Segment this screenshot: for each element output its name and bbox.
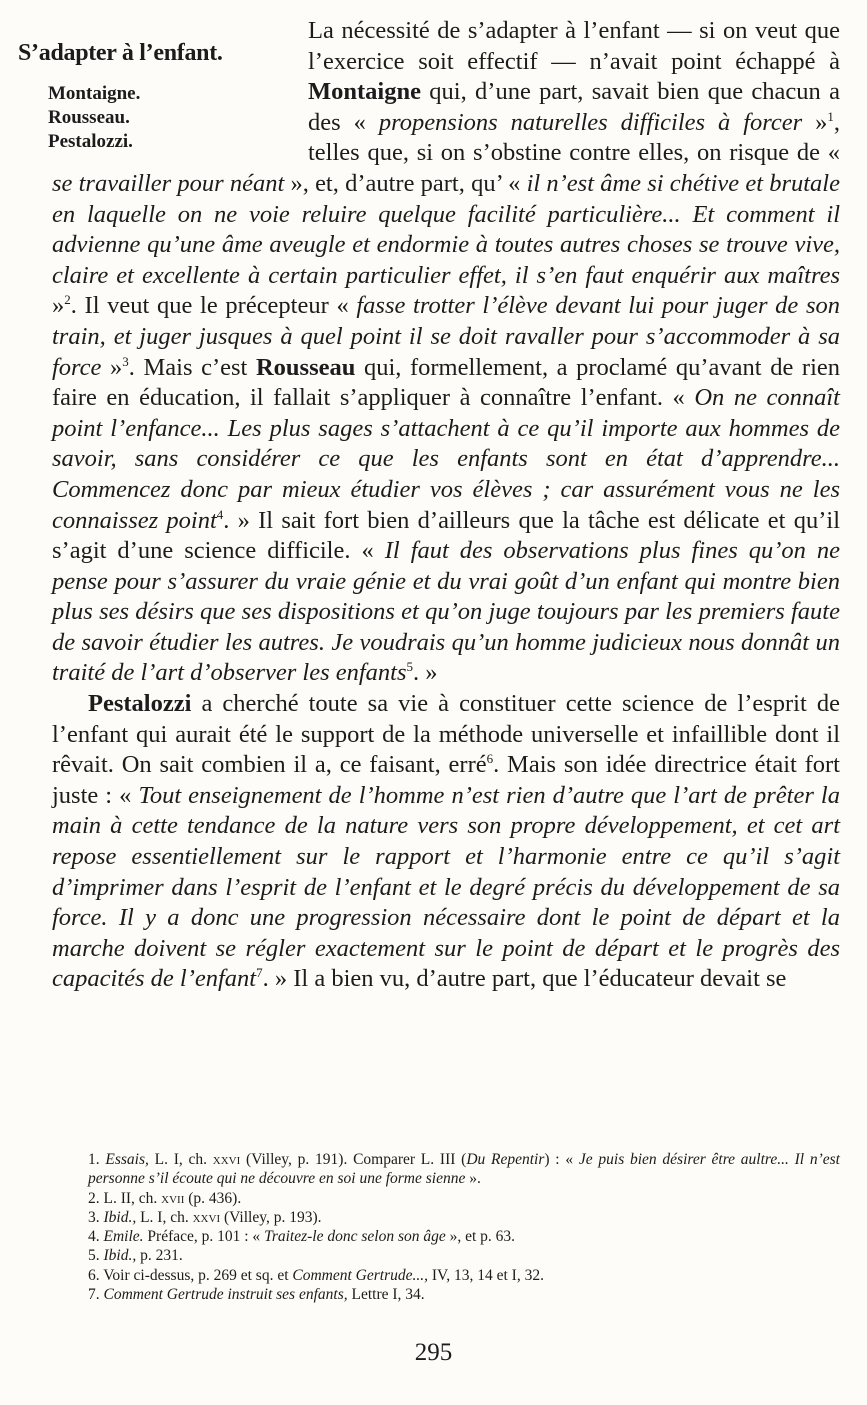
footnote-number: 5.: [88, 1247, 100, 1265]
text-run: »: [802, 108, 828, 136]
roman-numeral: xvii: [161, 1189, 185, 1207]
text-run: Préface, p. 101 : «: [143, 1228, 265, 1246]
footnote-number: 2.: [88, 1189, 100, 1207]
footnote-ref-5: 5: [406, 659, 414, 675]
footnote-ref-7: 7: [256, 965, 263, 981]
text-run: . Mais son idée directrice était fort juste : «: [52, 751, 840, 809]
quotation: se travailler pour néant: [52, 169, 285, 197]
quotation: On ne connaît point l’enfance... Les plus sages s’attachent à ce qu’il importe aux hommes de savoir, sans considérer ce que les enfants sont en état d’apprendre... Commencez donc par mieux étudier vos élèves ; car assurément vous ne les connaissez point: [52, 384, 840, 534]
margin-float-spacer: [52, 16, 308, 158]
name-rousseau: Rousseau: [255, 353, 356, 381]
footnote-title: Essais,: [105, 1151, 149, 1168]
footnote-ref-3: 3: [122, 353, 129, 369]
page-number: 295: [414, 1339, 453, 1366]
text-run: (Villey, p. 193).: [220, 1208, 322, 1226]
footnotes: [88, 1150, 840, 1304]
footnote-2: [88, 1189, 840, 1208]
text-run: Voir ci-dessus, p. 269 et sq. et: [103, 1266, 293, 1284]
quotation: il n’est âme si chétive et brutale en laquelle on ne voie reluire quelque facilité particulière... Et comment il advienne qu’une âme aveugle et endormie à toutes autres choses se trouve vive, claire et excellente à certain particulier effet, il s’en faut enquérir aux maîtres: [52, 169, 840, 289]
footnote-quote: Je puis bien désirer être aultre... Il n’est personne s’il écoute qui ne découvre en soi une forme sienne: [88, 1151, 840, 1188]
text-run: Lettre I, 34.: [347, 1286, 425, 1304]
text-run: . » Il sait fort bien d’ailleurs que la tâche est délicate et qu’il s’agit d’une science difficile. «: [52, 506, 840, 565]
text-run: , telles que, si on s’obstine contre elles, on risque de «: [308, 108, 840, 167]
footnote-5: [88, 1246, 840, 1265]
footnote-ref-6: 6: [486, 751, 494, 767]
paragraph-2: [52, 689, 840, 995]
quotation: fasse trotter l’élève devant lui pour juger de son train, et juger jusques à quel point il se doit ravaller pour s’accommoder à sa force: [52, 292, 840, 381]
text-run: p. 231.: [136, 1247, 183, 1265]
text-run: », et, d’autre part, qu’ «: [284, 169, 527, 197]
footnote-title: Comment Gertrude instruit ses enfants,: [103, 1286, 348, 1304]
footnote-6: [88, 1266, 840, 1285]
roman-numeral: xxvi: [192, 1208, 221, 1226]
footnote-ref-4: 4: [216, 506, 224, 522]
text-run: L. I, ch.: [148, 1151, 213, 1168]
margin-name-rousseau: Rousseau.: [48, 107, 130, 128]
name-montaigne: Montaigne: [308, 78, 421, 106]
footnote-number: 7.: [88, 1286, 100, 1304]
footnote-title: Emile.: [103, 1228, 144, 1246]
text-run: (p. 436).: [184, 1189, 242, 1207]
roman-numeral: xxvi: [212, 1151, 241, 1168]
text-run: La nécessité de s’adapter à l’enfant — si on veut que l’exercice soit effectif — n’avait point échappé à: [308, 17, 840, 75]
footnote-4: [88, 1227, 840, 1246]
footnote-ref-1: 1: [827, 108, 834, 124]
footnote-title: Ibid.,: [103, 1208, 137, 1226]
text-run: (Villey, p. 191). Comparer L. III (: [240, 1151, 467, 1168]
footnote-1: [88, 1150, 840, 1189]
text-run: qui, formellement, a proclamé qu’avant de rien faire en éducation, il fallait s’appliquer à connaître l’enfant. «: [52, 353, 841, 412]
margin-name-montaigne: Montaigne.: [48, 83, 141, 104]
text-run: L. II, ch.: [103, 1189, 162, 1207]
footnote-title: Du Repentir: [466, 1151, 545, 1168]
text-run: IV, 13, 14 et I, 32.: [428, 1266, 544, 1284]
footnote-quote: Traitez-le donc selon son âge: [264, 1228, 446, 1246]
body-text: [52, 16, 840, 995]
text-run: . Il veut que le précepteur «: [70, 292, 357, 320]
footnote-number: 4.: [88, 1228, 100, 1246]
quotation: propensions naturelles difficiles à forcer: [378, 108, 803, 136]
text-run: ) : «: [544, 1151, 579, 1168]
name-pestalozzi: Pestalozzi: [88, 690, 192, 718]
footnote-number: 6.: [88, 1266, 100, 1284]
margin-name-pestalozzi: Pestalozzi.: [48, 131, 133, 152]
quotation: Il faut des observations plus fines qu’on ne pense pour s’assurer du vraie génie et du vrai goût d’un enfant qui montre bien plus ses désirs que ses dispositions et qu’on juge toujours par les premiers faute de savoir étudier les autres. Je voudrais qu’un homme judicieux nous donnât un traité de l’art d’observer les enfants: [52, 537, 841, 687]
footnote-title: Comment Gertrude...,: [292, 1266, 429, 1284]
text-run: . »: [413, 659, 438, 687]
footnote-3: [88, 1208, 840, 1227]
text-run: », et p. 63.: [445, 1228, 516, 1246]
text-run: L. I, ch.: [136, 1208, 193, 1226]
footnote-number: 1.: [88, 1151, 100, 1168]
text-run: ».: [465, 1170, 481, 1188]
section-heading: S’adapter à l’enfant.: [18, 40, 223, 66]
text-run: »: [52, 292, 65, 320]
footnote-7: [88, 1285, 840, 1304]
footnote-number: 3.: [88, 1208, 100, 1226]
text-run: a cherché toute sa vie à constituer cette science de l’esprit de l’enfant qui aurait été le support de la méthode universelle et infaillible dont il rêvait. On sait combien il a, ce faisant, erré: [52, 690, 840, 779]
footnote-ref-2: 2: [64, 292, 71, 308]
text-run: »: [101, 353, 123, 381]
text-run: . Mais c’est: [128, 353, 256, 381]
quotation: Tout enseignement de l’homme n’est rien d’autre que l’art de prêter la main à cette tendance de la nature vers son propre développement, et cet art repose essentiellement sur le rapport et l’harmonie entre ce qu’il s’agit d’imprimer dans l’esprit de l’enfant et le degré précis du développement de sa force. Il y a donc une progression nécessaire dont le point de départ et la marche doivent se régler exactement sur le point de départ et le progrès des capacités de l’enfant: [52, 781, 840, 993]
text-run: . » Il a bien vu, d’autre part, que l’éducateur devait se: [262, 965, 787, 993]
text-run: qui, d’une part, savait bien que chacun a des «: [308, 78, 840, 136]
footnote-title: Ibid.,: [103, 1247, 137, 1265]
